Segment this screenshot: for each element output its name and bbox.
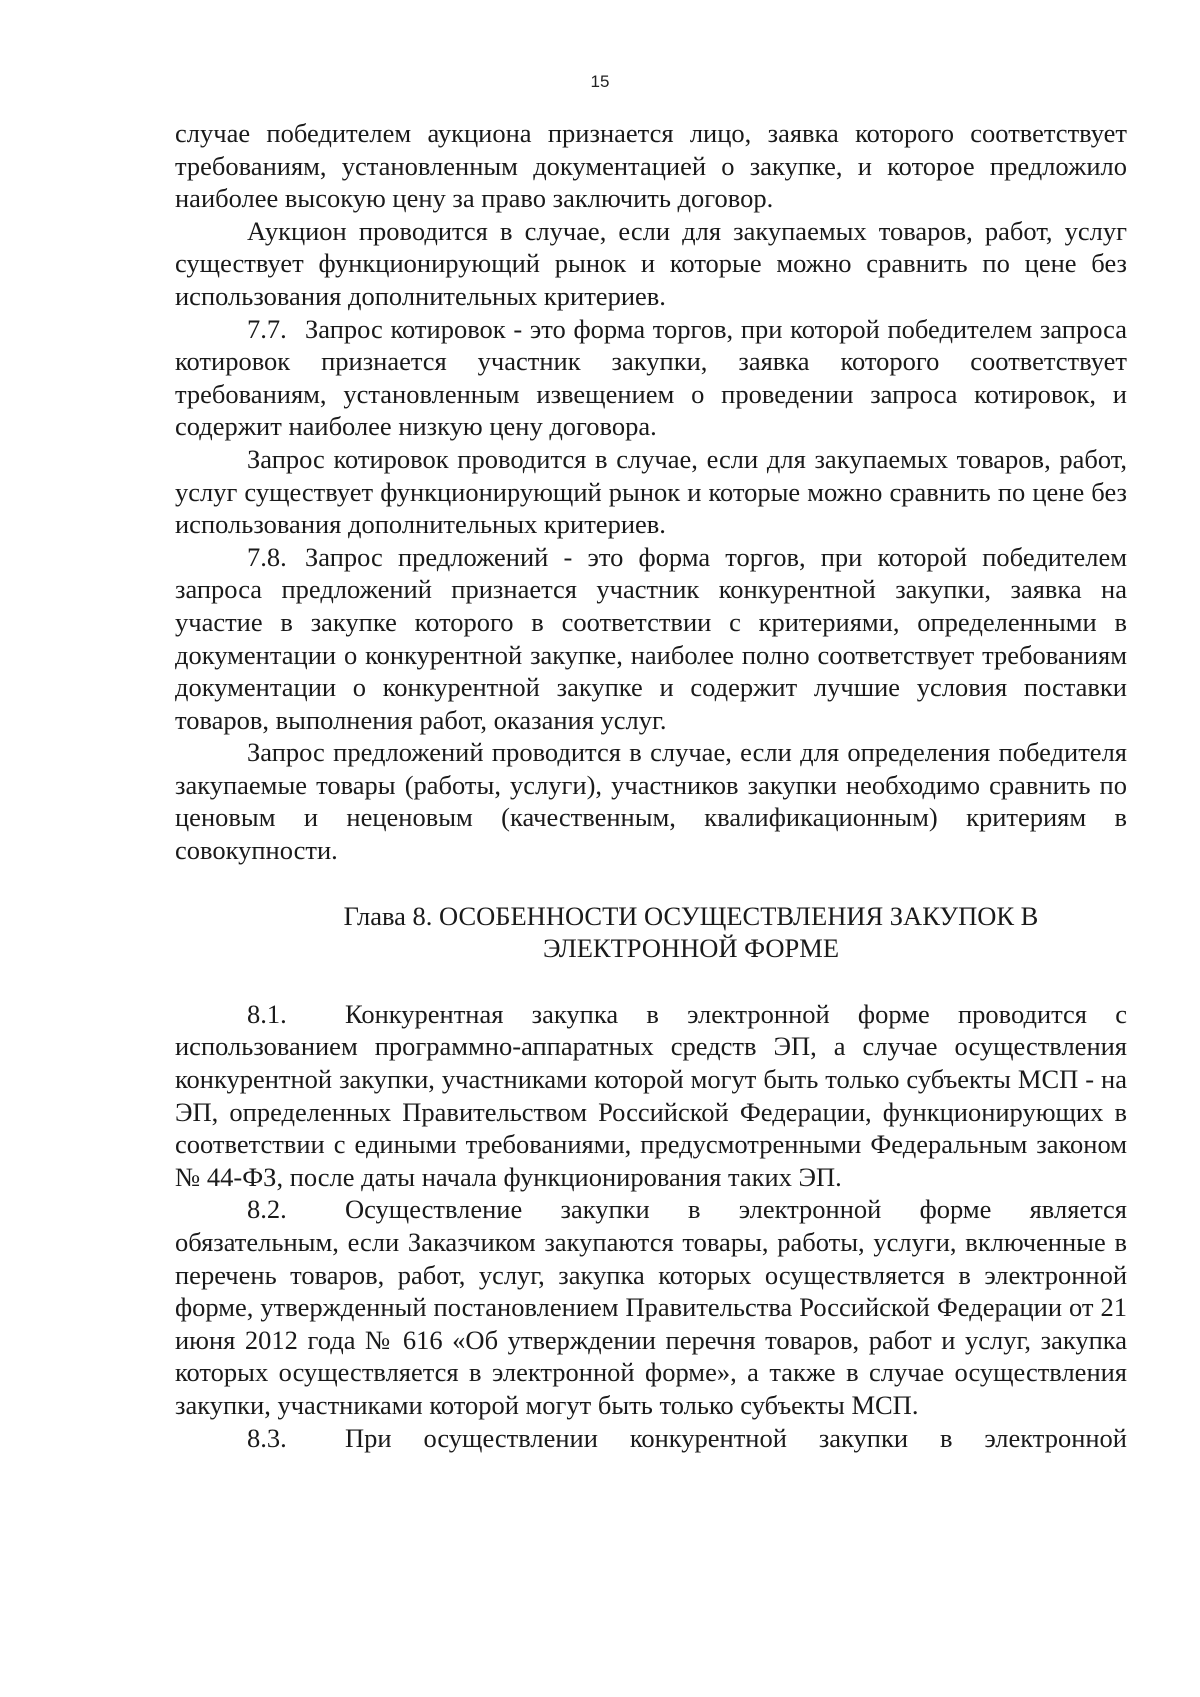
chapter-heading-line: ЭЛЕКТРОННОЙ ФОРМЕ [542,933,840,964]
clause-8-1 [175,998,1127,1194]
page-number: 15 [590,72,610,91]
clause-number: 8.1. [247,998,287,1029]
paragraph-quotation-conditions: Запрос котировок проводится в случае, если для закупаемых товаров, работ, услуг существует функционирующий рынок и которые можно сравнить по цене без использования дополнительных критериев. [175,443,1127,540]
clause-7-7 [175,313,1127,443]
clause-text: Запрос котировок - это форма торгов, при которой победителем запроса котировок признается участник закупки, заявка которого соответствует требованиям, установленным извещением о проведении запроса котировок, и содержит наиболее низкую цену договора. [175,313,1127,442]
paragraph-proposals-conditions: Запрос предложений проводится в случае, если для определения победителя закупаемые товары (работы, услуги), участников закупки необходимо сравнить по ценовым и неценовым (качественным, квалификационным) критериям в совокупности. [175,737,1127,866]
clause-number: 7.7. [247,313,287,344]
paragraph-auction-conditions: Аукцион проводится в случае, если для закупаемых товаров, работ, услуг существует функционирующий рынок и которые можно сравнить по цене без использования дополнительных критериев. [175,215,1127,311]
clause-text: Осуществление закупки в электронной форме является обязательным, если Заказчиком закупаются товары, работы, услуги, включенные в перечень товаров, работ, услуг, закупка которых осуществляется в электронной форме, утвержденный постановлением Правительства Российской Федерации от 21 июня 2012 года № 616 «Об утверждении перечня товаров, работ и услуг, закупка которых осуществляется в электронной форме», а также в случае осуществления закупки, участниками которой могут быть только субъекты МСП. [175,1194,1127,1420]
clause-number: 7.8. [247,541,287,572]
paragraph-auction-winner: случае победителем аукциона признается лицо, заявка которого соответствует требованиям, установленным документацией о закупке, и которое предложило наиболее высокую цену за право заключить договор. [175,118,1127,214]
clause-8-2 [175,1193,1127,1421]
clause-8-3 [175,1422,1127,1455]
chapter-heading-line: Глава 8. ОСОБЕННОСТИ ОСУЩЕСТВЛЕНИЯ ЗАКУПОК В [343,900,1039,931]
clause-text: При осуществлении конкурентной закупки в электронной [345,1422,1127,1453]
clause-7-8 [175,541,1127,737]
clause-number: 8.3. [247,1422,287,1453]
clause-text: Конкурентная закупка в электронной форме проводится с использованием программно-аппаратных средств ЭП, а случае осуществления конкурентной закупки, участниками которой могут быть только субъекты МСП - на ЭП, определенных Правительством Российской Федерации, функционирующих в соответствии с едиными требованиями, предусмотренными Федеральным законом № 44-ФЗ, после даты начала функционирования таких ЭП. [175,998,1127,1192]
clause-text: Запрос предложений - это форма торгов, при которой победителем запроса предложений признается участник конкурентной закупки, заявка на участие в закупке которого в соответствии с критериями, определенными в документации о конкурентной закупке, наиболее полно соответствует требованиям документации о конкурентной закупке и содержит лучшие условия поставки товаров, выполнения работ, оказания услуг. [175,541,1127,735]
page-body [175,117,1127,1454]
clause-number: 8.2. [247,1194,287,1225]
chapter-heading [175,900,1127,965]
